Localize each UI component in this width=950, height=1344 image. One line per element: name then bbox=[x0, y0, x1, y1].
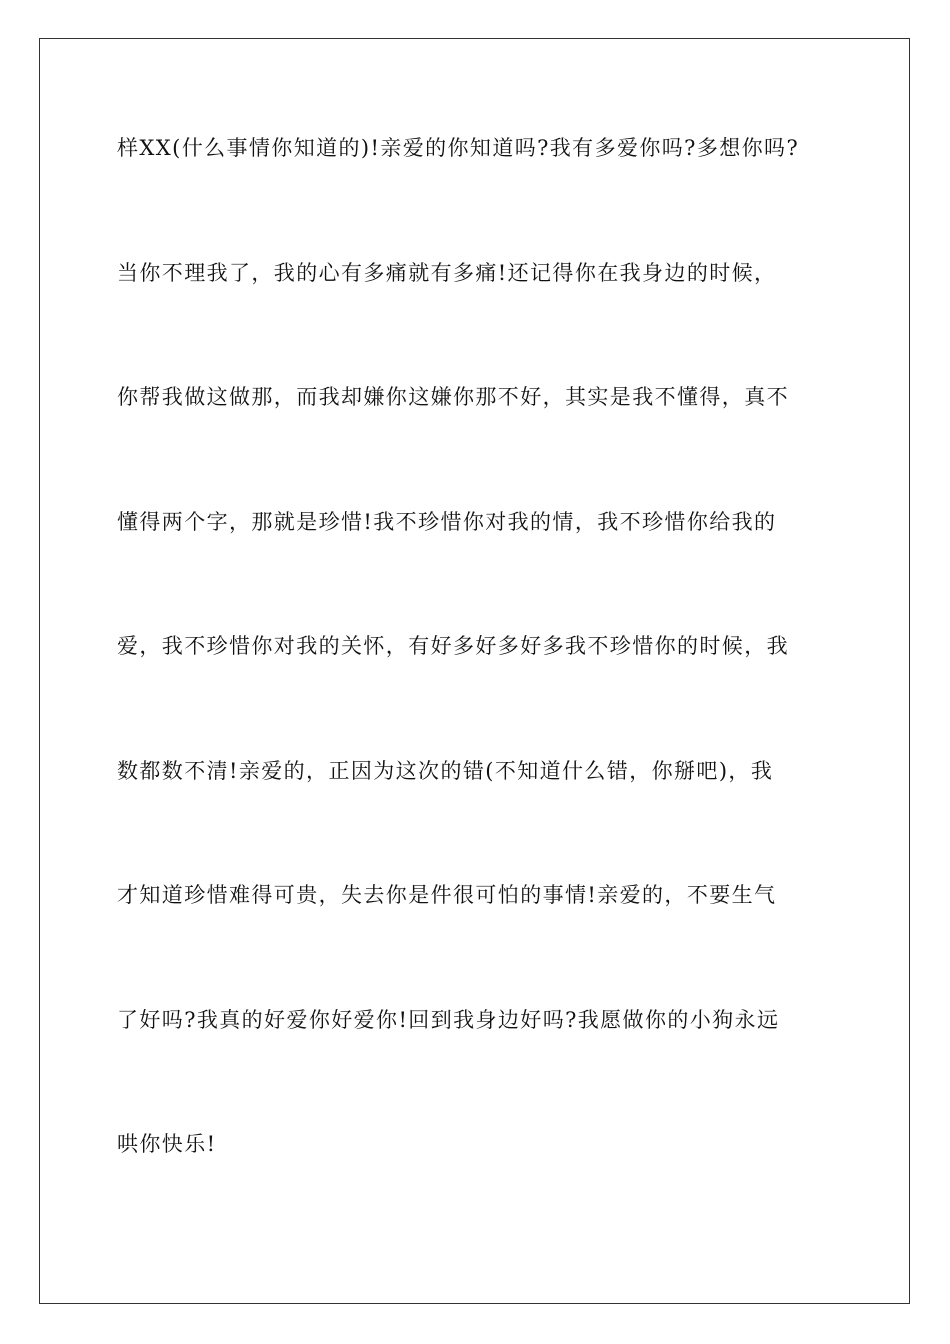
text-line-6: 数都数不清!亲爱的，正因为这次的错(不知道什么错，你掰吧)，我 bbox=[117, 758, 774, 783]
text-line-2: 当你不理我了，我的心有多痛就有多痛!还记得你在我身边的时候， bbox=[117, 260, 777, 285]
text-line-8: 了好吗?我真的好爱你好爱你!回到我身边好吗?我愿做你的小狗永远 bbox=[117, 1007, 780, 1032]
text-line-3: 你帮我做这做那，而我却嫌你这嫌你那不好，其实是我不懂得，真不 bbox=[117, 385, 789, 409]
text-line-5: 爱，我不珍惜你对我的关怀，有好多好多好多我不珍惜你的时候，我 bbox=[117, 634, 789, 658]
text-line-7: 才知道珍惜难得可贵，失去你是件很可怕的事情!亲爱的，不要生气 bbox=[117, 883, 777, 907]
text-line-1: 样XX(什么事情你知道的)!亲爱的你知道吗?我有多爱你吗?多想你吗? bbox=[117, 136, 800, 160]
text-line-4: 懂得两个字，那就是珍惜!我不珍惜你对我的情，我不珍惜你给我的 bbox=[117, 509, 777, 534]
text-line-9: 哄你快乐! bbox=[117, 1132, 217, 1156]
document-body bbox=[117, 126, 842, 1247]
